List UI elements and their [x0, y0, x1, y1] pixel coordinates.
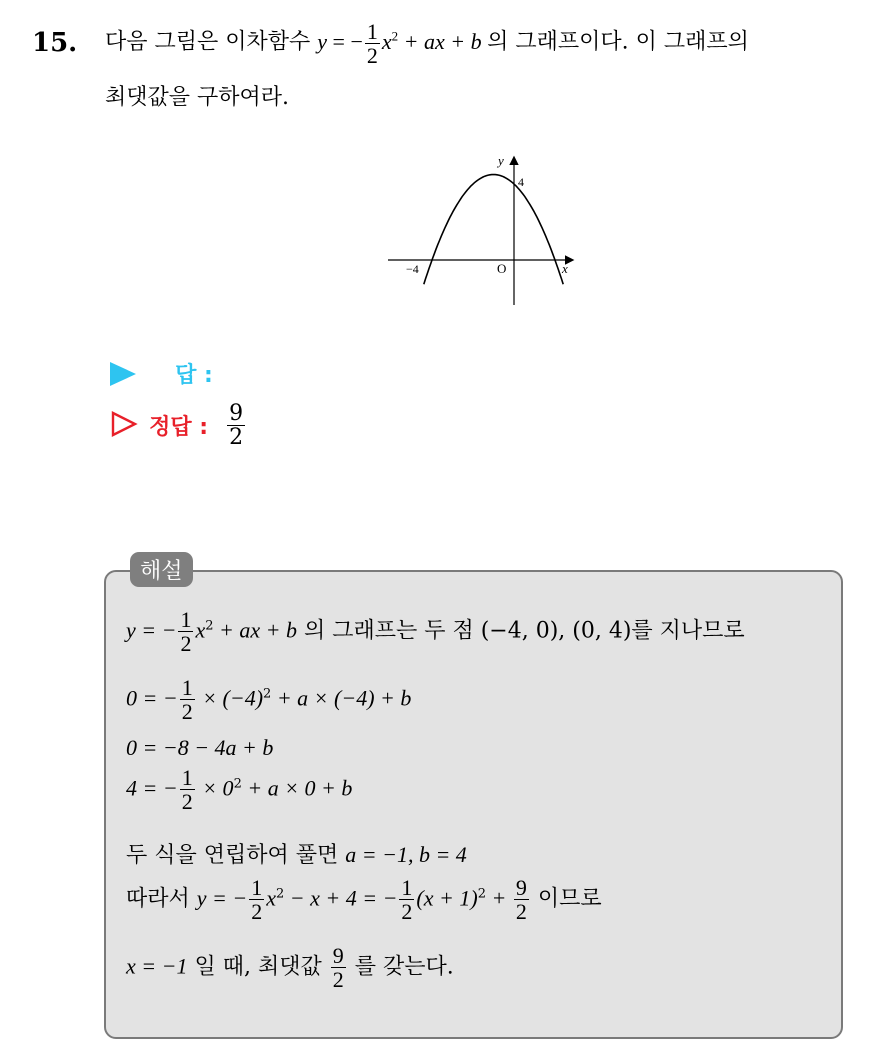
problem-equation — [317, 19, 487, 69]
sol6-num3: 9 — [515, 875, 527, 900]
play-arrow-icon — [110, 362, 136, 386]
correct-answer-value — [227, 402, 245, 449]
sol4-frac — [180, 766, 195, 813]
solution-line-2 — [126, 676, 411, 723]
y-intercept-label: 4 — [518, 175, 524, 189]
sol7-post: 를 갖는다. — [347, 954, 454, 980]
sol2-num: 1 — [181, 675, 193, 700]
problem-text-part2: 의 그래프이다. 이 그래프의 — [487, 29, 749, 55]
sol6-mid3: + — [485, 885, 512, 911]
x-intercept-label: −4 — [406, 262, 419, 276]
sol4-pre: 4 = − — [126, 775, 178, 801]
sol4-den: 2 — [181, 789, 193, 815]
correct-answer-label: 정답 : — [149, 415, 209, 441]
answer-row — [110, 358, 213, 389]
sol1-x: x — [195, 617, 206, 643]
sol4-num: 1 — [181, 765, 193, 790]
sol2-sup: 2 — [263, 686, 272, 702]
sol4-rest: × 0 — [196, 775, 234, 801]
sol7-den: 2 — [332, 967, 344, 993]
sol6-frac3 — [514, 876, 529, 923]
answer-label: 답 : — [175, 363, 213, 388]
sol6-den1: 2 — [251, 899, 263, 925]
sol5-math: a = −1, b = 4 — [345, 842, 467, 867]
parabola-graph — [380, 150, 590, 315]
sol6-sup2: 2 — [477, 886, 486, 902]
sol7-num: 9 — [332, 943, 344, 968]
solution-line-7 — [126, 944, 454, 991]
solution-line-3: 0 = −8 − 4a + b — [126, 735, 274, 760]
sol6-num2: 1 — [401, 875, 413, 900]
problem-number: 15. — [32, 28, 78, 58]
sol7-text: 일 때, 최댓값 — [187, 954, 329, 980]
sol6-pre: y = − — [196, 885, 248, 911]
parabola-curve — [424, 175, 563, 285]
sol1-pre: y = − — [126, 617, 177, 643]
sol1-text: 의 그래프는 두 점 (−4, 0), (0, 4)를 지나므로 — [296, 618, 745, 644]
sol6-sup1: 2 — [275, 886, 285, 902]
problem-statement — [105, 20, 749, 67]
eq-rest: + ax + b — [398, 28, 482, 54]
correct-answer-num: 9 — [229, 401, 244, 426]
sol2-pre: 0 = − — [126, 685, 178, 711]
correct-answer-row — [110, 402, 247, 449]
eq-fraction-num: 1 — [366, 19, 378, 44]
y-axis-label: y — [498, 153, 504, 168]
sol6-text: 따라서 — [126, 886, 197, 912]
problem-text-part1: 다음 그림은 이차함수 — [105, 29, 311, 55]
sol2-den: 2 — [181, 699, 193, 725]
sol1-den: 2 — [180, 631, 192, 657]
eq-fraction-den: 2 — [366, 43, 378, 69]
eq-sup: 2 — [391, 28, 399, 44]
sol2-rest: × (−4) — [196, 685, 264, 711]
sol6-post: 이므로 — [530, 886, 602, 912]
sol6-num1: 1 — [251, 875, 263, 900]
sol6-frac1 — [249, 876, 264, 923]
sol7-math: x = −1 — [126, 953, 188, 979]
sol2-frac — [180, 676, 195, 723]
sol4-sup: 2 — [233, 776, 242, 792]
correct-answer-den: 2 — [229, 425, 244, 451]
sol1-num: 1 — [180, 607, 192, 632]
solution-line-5 — [126, 838, 467, 869]
sol7-frac — [331, 944, 346, 991]
sol6-den3: 2 — [515, 899, 527, 925]
sol4-rest2: + a × 0 + b — [241, 775, 353, 801]
solution-line-6 — [126, 876, 602, 923]
sol1-rest: + ax + b — [213, 617, 297, 643]
sol6-x: x — [266, 885, 276, 911]
eq-fraction — [365, 20, 380, 67]
eq-eq: = − — [327, 28, 363, 54]
outline-play-arrow-icon — [110, 410, 138, 442]
solution-tag: 해설 — [130, 552, 193, 587]
sol1-frac — [178, 608, 193, 655]
sol5-text: 두 식을 연립하여 풀면 — [126, 843, 346, 868]
solution-line-1 — [126, 608, 745, 655]
sol1-sup: 2 — [205, 618, 214, 634]
eq-y: y — [317, 28, 328, 54]
sol6-mid: − x + 4 = − — [284, 885, 398, 911]
eq-x: x — [381, 28, 392, 54]
sol6-mid2: (x + 1) — [416, 885, 478, 911]
sol6-den2: 2 — [401, 899, 413, 925]
origin-label: O — [497, 261, 507, 276]
sol2-rest2: + a × (−4) + b — [271, 685, 412, 711]
sol6-frac2 — [399, 876, 414, 923]
x-axis-label: x — [562, 261, 568, 276]
solution-line-4 — [126, 766, 352, 813]
problem-line2: 최댓값을 구하여라. — [105, 85, 290, 110]
